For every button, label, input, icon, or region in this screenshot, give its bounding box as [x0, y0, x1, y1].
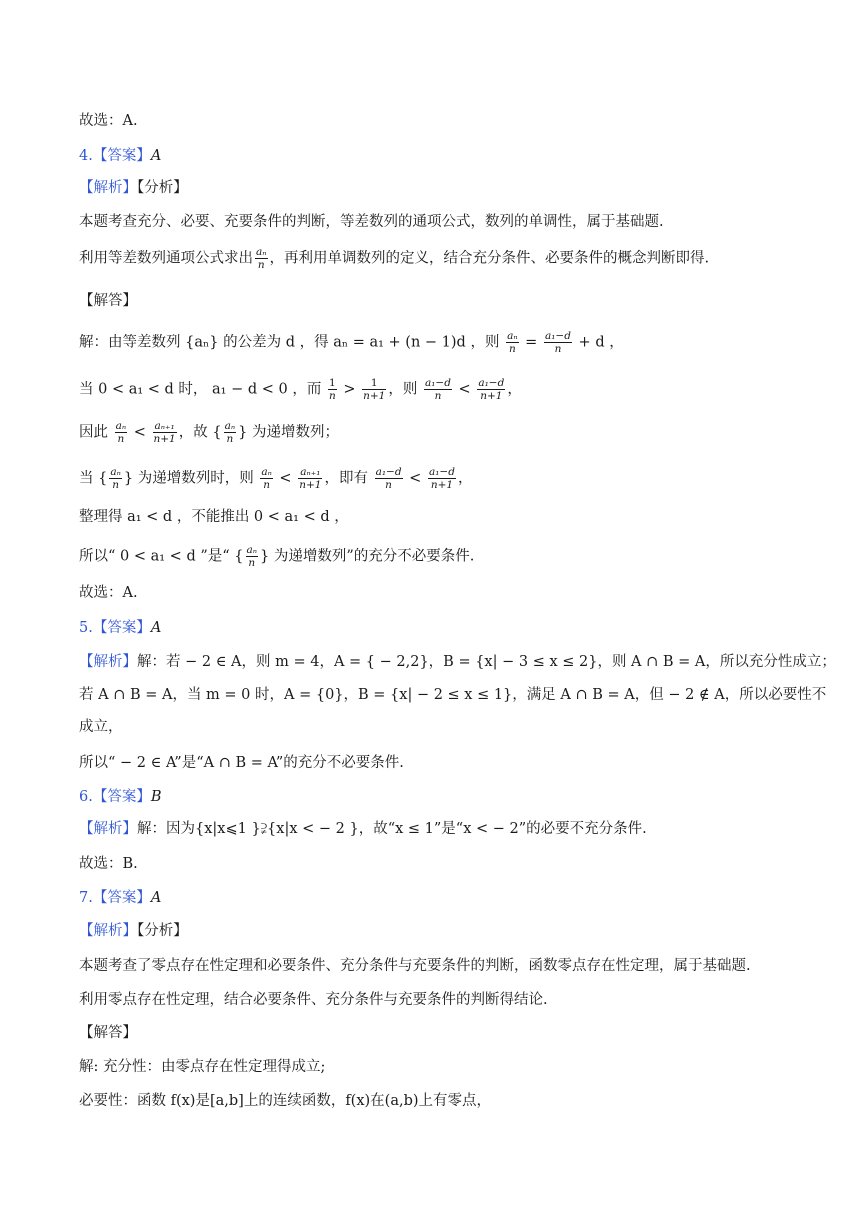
denominator: n+1 — [430, 479, 454, 491]
q6-number: 6. — [79, 789, 93, 805]
denominator: n — [554, 343, 562, 355]
fraction — [428, 466, 456, 491]
q7-answer: A — [150, 890, 162, 906]
denominator: n — [328, 390, 336, 402]
text-span: 解：因为{x|x⩽1 }⫌{x|x < − 2 }，故“x ≤ 1”是“x < − 2”的必要不充分条件. — [137, 821, 647, 837]
numerator: a₁−d — [478, 377, 505, 389]
analysis-label: 【解析】 — [79, 923, 137, 939]
q6-solution-line — [79, 818, 790, 840]
text-span: 所以“ 0 < a₁ < d ”是“ { — [79, 548, 244, 565]
text-span: } 为递增数列； — [238, 424, 339, 441]
denominator: n — [248, 557, 256, 569]
numerator: 1 — [362, 377, 386, 390]
text-line: 整理得 a₁ < d ，不能推出 0 < a₁ < d ， — [79, 509, 349, 525]
q7-analysis-heading — [79, 920, 790, 942]
answer-label: 【答案】 — [92, 890, 151, 906]
numerator: a₁−d — [424, 377, 451, 389]
text-line: 必要性：函数 f(x)是[a,b]上的连续函数，f(x)在(a,b)上有零点， — [79, 1093, 492, 1109]
fraction — [109, 466, 122, 491]
operator: < — [274, 470, 297, 487]
fraction — [246, 544, 259, 569]
answer-label: 【答案】 — [92, 620, 151, 636]
q7-answer-row — [79, 887, 790, 909]
math-line — [79, 377, 790, 402]
denominator: n — [263, 479, 270, 491]
conclusion-line: 故选：A. — [79, 113, 138, 129]
analysis-sub-label: 【分析】 — [137, 180, 188, 196]
numerator: aₙ — [261, 466, 272, 478]
operator: < — [404, 470, 426, 487]
text-span: 解：由等差数列 {aₙ} 的公差为 d ，得 aₙ = a₁ + (n − 1)d ，则 — [79, 334, 500, 351]
denominator: n — [112, 479, 119, 491]
text-span: ，即有 — [324, 470, 368, 487]
fraction — [255, 246, 268, 271]
fraction — [477, 377, 505, 402]
text-line: 所以“ − 2 ∈ A”是“A ∩ B = A”的充分不必要条件. — [79, 755, 404, 771]
fraction — [224, 420, 237, 445]
text-span: ， — [457, 470, 473, 487]
fraction — [328, 377, 337, 402]
q6-answer: B — [150, 789, 162, 805]
analysis-sub-label: 【分析】 — [137, 923, 188, 939]
text-span: ， — [507, 381, 522, 398]
denominator: n+1 — [363, 390, 386, 402]
text-span: + d ， — [573, 334, 624, 351]
math-line — [79, 420, 790, 445]
text-span: 当 { — [79, 470, 108, 487]
text-span: } 为递增数列时，则 — [123, 470, 254, 487]
operator: < — [453, 381, 476, 398]
denominator: n+1 — [299, 479, 322, 491]
text-line: 本题考查了零点存在性定理和必要条件、充分条件与充要条件的判断，函数零点存在性定理，属于基础题. — [79, 958, 751, 974]
numerator: a₁−d — [428, 466, 455, 478]
numerator: aₙ — [256, 246, 267, 258]
numerator: aₙ — [224, 420, 236, 432]
math-line — [79, 544, 790, 569]
numerator: aₙ — [110, 466, 121, 478]
q4-answer-row — [79, 145, 790, 167]
math-line — [79, 330, 790, 355]
operator: > — [338, 381, 361, 398]
numerator: aₙ₊₁ — [154, 420, 175, 432]
numerator: 1 — [328, 377, 336, 389]
q4-number: 4. — [79, 148, 93, 164]
q4-answer: A — [150, 148, 162, 164]
conclusion-line: 故选：A. — [79, 585, 138, 601]
numerator: aₙ — [115, 420, 127, 432]
numerator: a₁−d — [544, 330, 571, 342]
fraction — [506, 330, 519, 355]
fraction — [362, 377, 386, 402]
numerator: aₙ — [246, 544, 258, 556]
denominator: n — [508, 343, 516, 355]
solution-heading: 【解答】 — [79, 293, 137, 309]
text-line: 成立， — [79, 719, 123, 735]
denominator: n — [257, 259, 265, 271]
operator: < — [129, 424, 151, 441]
denominator: n+1 — [480, 390, 503, 402]
q5-solution-line — [79, 651, 836, 673]
q5-answer-row — [79, 617, 790, 639]
text-line: 利用零点存在性定理，结合必要条件、充分条件与充要条件的判断得结论. — [79, 992, 548, 1008]
text-span: 解：若 − 2 ∈ A，则 m = 4，A = { − 2,2}，B = {x| − 3 ≤ x ≤ 2}，则 A ∩ B = A，所以充分性成立； — [137, 654, 836, 670]
answer-label: 【答案】 — [92, 148, 151, 164]
analysis-label: 【解析】 — [79, 821, 137, 837]
text-span: ，再利用单调数列的定义，结合充分条件、必要条件的概念判断即得. — [269, 250, 710, 267]
text-line: 本题考查充分、必要、充要条件的判断，等差数列的通项公式，数列的单调性，属于基础题. — [79, 214, 664, 230]
denominator: n — [385, 479, 392, 491]
numerator: aₙ₊₁ — [300, 466, 321, 478]
text-line — [79, 246, 790, 271]
solution-heading: 【解答】 — [79, 1025, 137, 1041]
fraction — [424, 377, 452, 402]
text-span: ，则 — [388, 381, 418, 398]
denominator: n — [117, 433, 125, 445]
fraction — [544, 330, 572, 355]
q4-analysis-heading — [79, 177, 790, 199]
fraction — [298, 466, 322, 491]
fraction — [153, 420, 177, 445]
math-line — [79, 466, 790, 491]
q6-answer-row — [79, 786, 790, 808]
numerator: aₙ — [507, 330, 518, 342]
denominator: n — [434, 390, 442, 402]
denominator: n+1 — [153, 433, 176, 445]
analysis-label: 【解析】 — [79, 180, 137, 196]
analysis-label: 【解析】 — [79, 654, 137, 670]
numerator: a₁−d — [375, 466, 402, 478]
q7-number: 7. — [79, 890, 93, 906]
text-line: 若 A ∩ B = A，当 m = 0 时，A = {0}，B = {x| − 2 ≤ x ≤ 1}，满足 A ∩ B = A，但 − 2 ∉ A，所以必要性不 — [79, 687, 827, 703]
text-span: ，故 { — [178, 424, 222, 441]
fraction — [375, 466, 403, 491]
operator: = — [520, 334, 542, 351]
fraction — [260, 466, 273, 491]
q5-answer: A — [150, 620, 162, 636]
text-span: } 为递增数列”的充分不必要条件. — [260, 548, 475, 565]
text-line: 解: 充分性：由零点存在性定理得成立; — [79, 1059, 326, 1075]
fraction — [115, 420, 128, 445]
q5-number: 5. — [79, 620, 93, 636]
text-span: 利用等差数列通项公式求出 — [79, 250, 253, 267]
denominator: n — [226, 433, 234, 445]
text-span: 因此 — [79, 424, 108, 441]
text-span: 当 0 < a₁ < d 时， a₁ − d < 0 ，而 — [79, 381, 322, 398]
answer-label: 【答案】 — [92, 789, 151, 805]
conclusion-line: 故选：B. — [79, 856, 138, 872]
